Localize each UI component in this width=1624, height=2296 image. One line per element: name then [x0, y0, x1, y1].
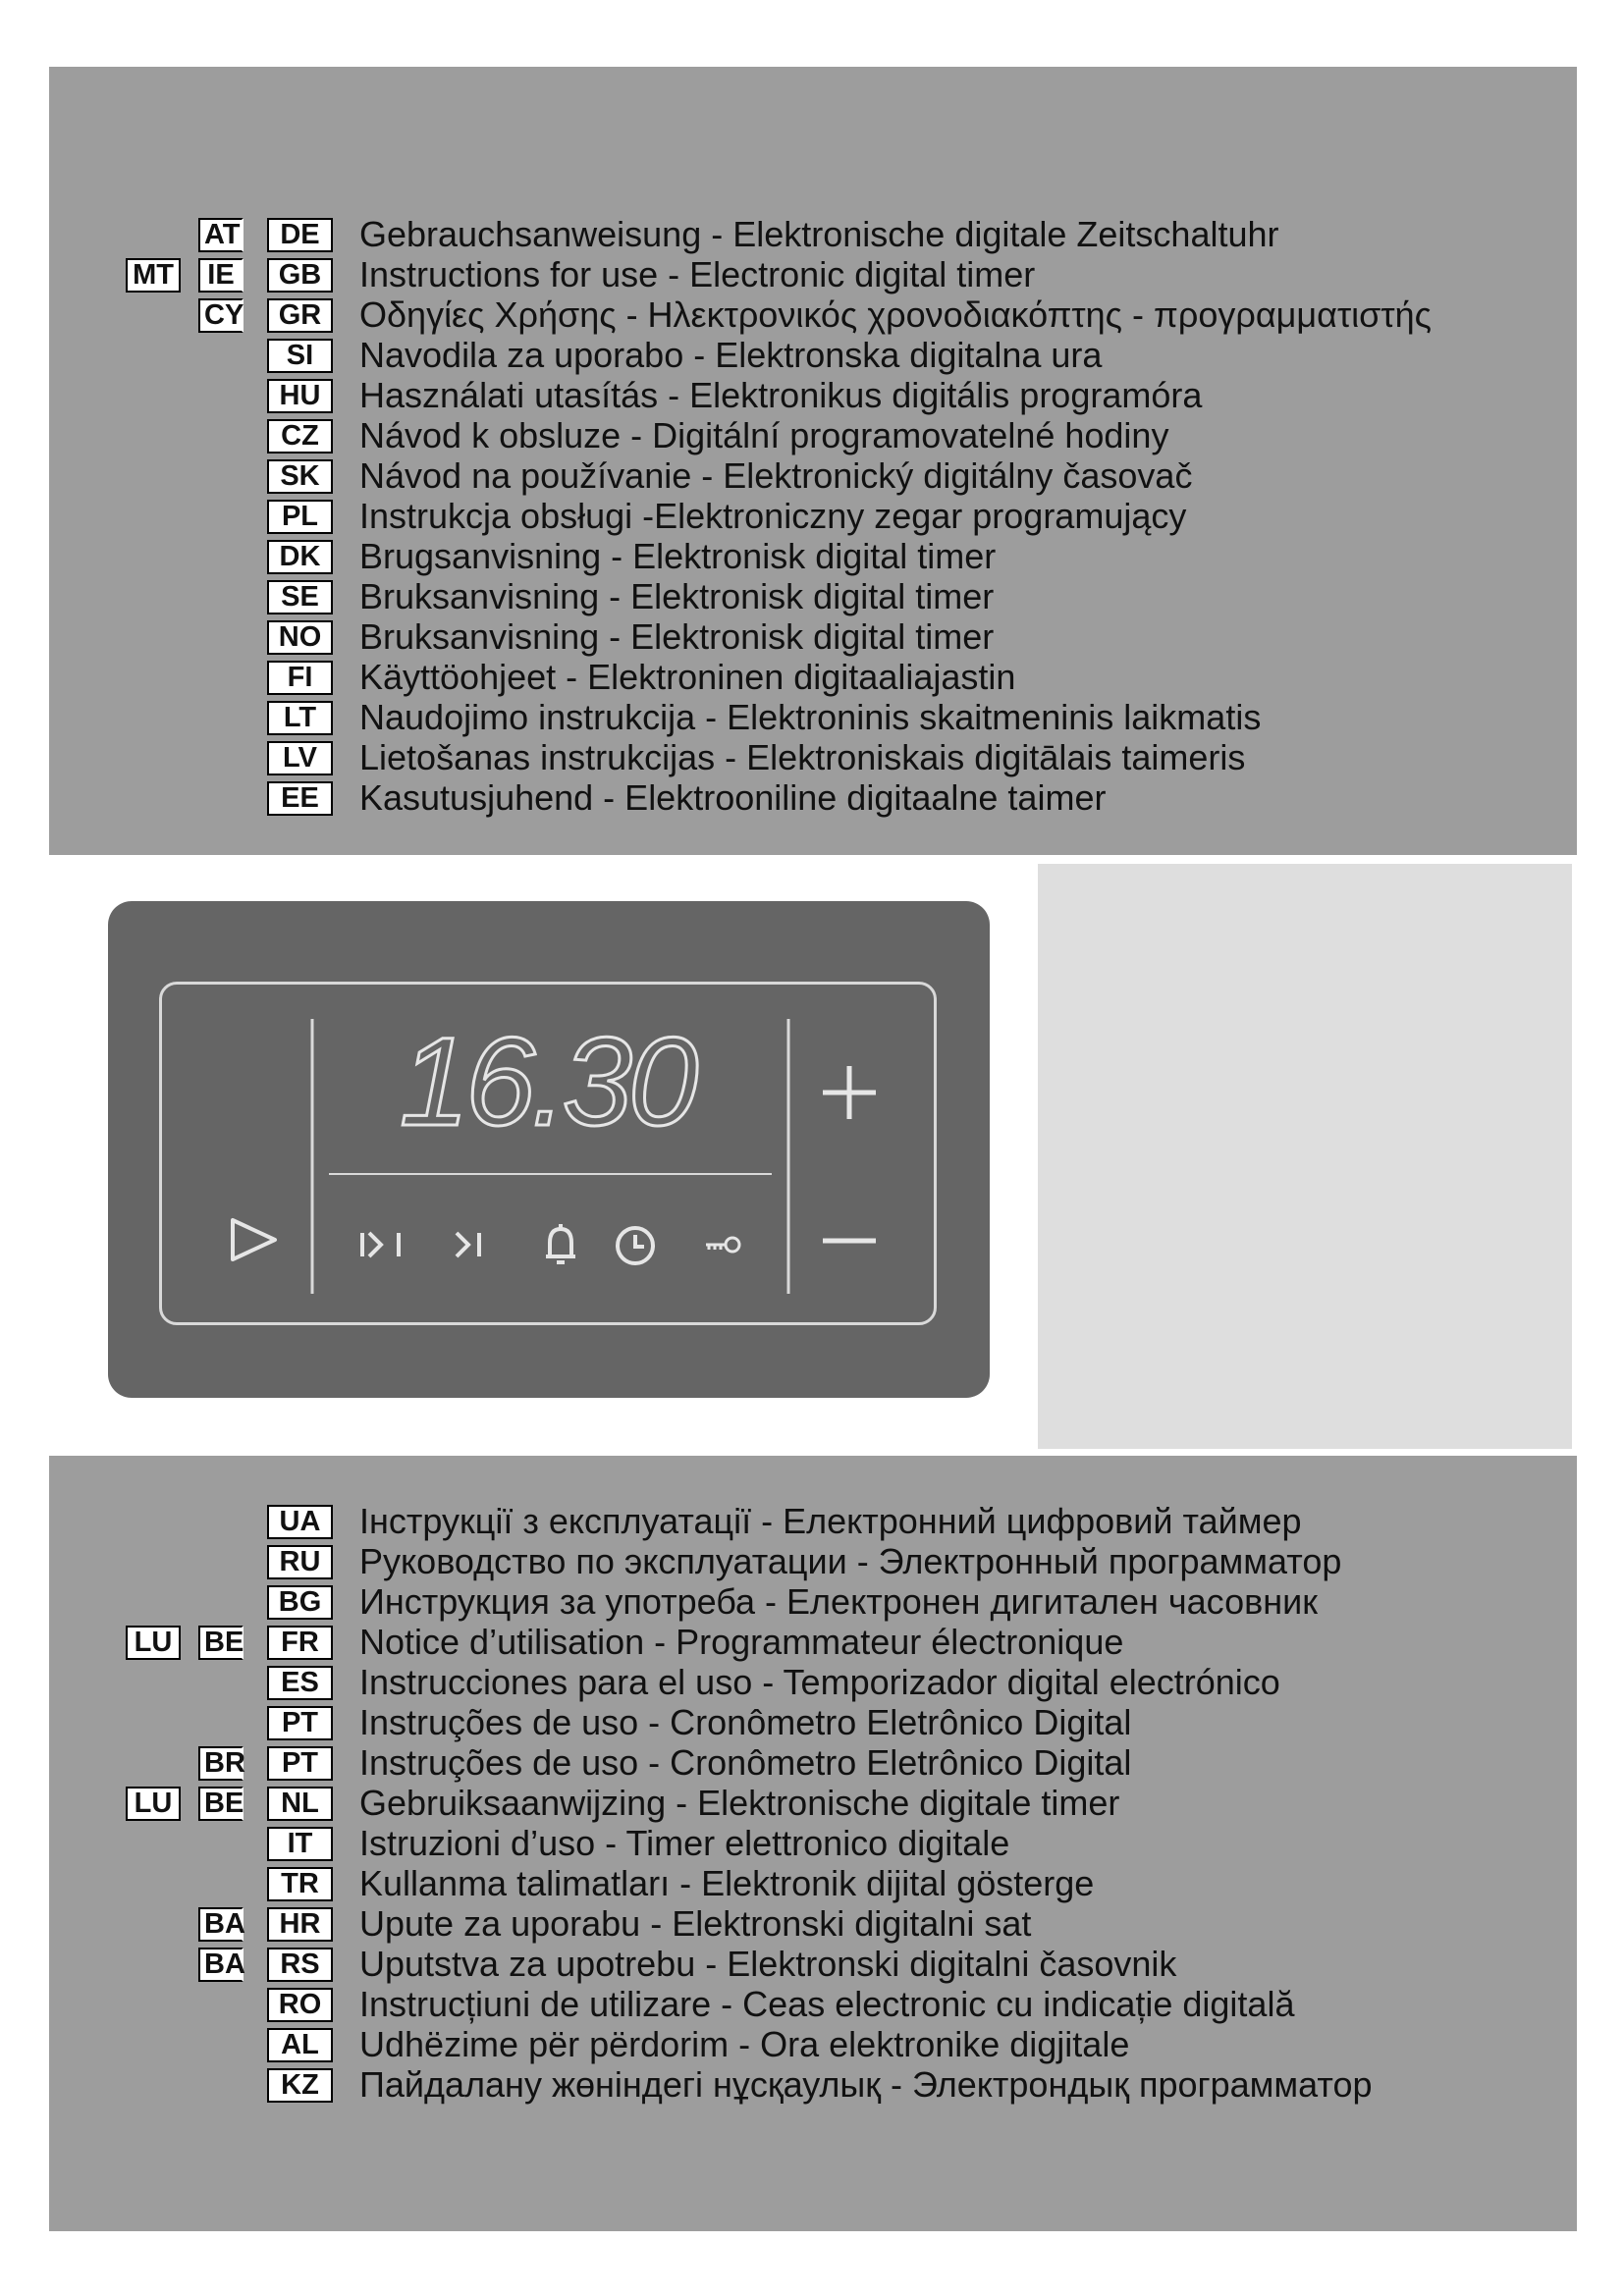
country-code-badge: BE: [198, 1626, 244, 1660]
skip-end-icon[interactable]: [362, 1233, 399, 1256]
language-code-badge: BG: [267, 1585, 333, 1620]
manual-title: Instrucciones para el uso - Temporizador digital electrónico: [359, 1662, 1280, 1702]
manual-title: Gebrauchsanweisung - Elektronische digitale Zeitschaltuhr: [359, 214, 1279, 254]
manual-title: Instruções de uso - Cronômetro Eletrônico Digital: [359, 1702, 1132, 1742]
language-row: [49, 1503, 1577, 1543]
manual-title: Instructions for use - Electronic digital timer: [359, 254, 1036, 294]
language-row: [49, 2066, 1577, 2107]
language-code-badge: RO: [267, 1988, 333, 2022]
language-code-badge: KZ: [267, 2068, 333, 2103]
language-code-badge: NO: [267, 620, 333, 655]
country-code-badge: BE: [198, 1787, 244, 1821]
time-readout: 16.30: [399, 1012, 695, 1152]
language-code-badge: HU: [267, 379, 333, 413]
language-code-badge: SI: [267, 339, 333, 373]
manual-title: Instruções de uso - Cronômetro Eletrônico Digital: [359, 1742, 1132, 1783]
language-code-badge: CZ: [267, 419, 333, 454]
language-row: [49, 498, 1577, 538]
language-row: [49, 538, 1577, 578]
language-row: [49, 618, 1577, 659]
language-code-badge: SE: [267, 580, 333, 614]
bell-icon[interactable]: [546, 1224, 575, 1262]
language-code-badge: ES: [267, 1666, 333, 1700]
language-row: [49, 1865, 1577, 1905]
key-lock-icon[interactable]: [706, 1238, 739, 1252]
language-code-badge: DK: [267, 540, 333, 574]
language-code-badge: PT: [267, 1746, 333, 1781]
language-code-badge: LT: [267, 701, 333, 735]
language-row: [49, 1583, 1577, 1624]
manual-title: Bruksanvisning - Elektronisk digital timer: [359, 576, 995, 616]
language-code-badge: FI: [267, 661, 333, 695]
manual-title: Οδηγίες Χρήσης - Ηλεκτρονικός χρονοδιακόπτης - προγραμματιστής: [359, 294, 1432, 335]
country-code-badge: BA: [198, 1948, 244, 1982]
bottom-language-band: [49, 1456, 1577, 2231]
language-code-badge: RU: [267, 1545, 333, 1579]
manual-title: Instrucțiuni de utilizare - Ceas electronic cu indicație digitală: [359, 1984, 1295, 2024]
manual-title: Bruksanvisning - Elektronisk digital timer: [359, 616, 995, 657]
manual-title: Upute za uporabu - Elektronski digitalni sat: [359, 1903, 1032, 1944]
manual-title: Інструкції з експлуатації - Електронний цифровий таймер: [359, 1501, 1302, 1541]
language-code-badge: GR: [267, 298, 333, 333]
manual-title: Használati utasítás - Elektronikus digitális programóra: [359, 375, 1203, 415]
language-row: [49, 1704, 1577, 1744]
language-row: [49, 457, 1577, 498]
manual-title: Kullanma talimatları - Elektronik dijital gösterge: [359, 1863, 1095, 1903]
top-language-band: [49, 67, 1577, 855]
clock-icon[interactable]: [618, 1228, 653, 1263]
blank-grey-panel: [1038, 864, 1572, 1449]
manual-title: Návod k obsluze - Digitální programovatelné hodiny: [359, 415, 1169, 455]
language-code-badge: UA: [267, 1505, 333, 1539]
manual-title: Brugsanvisning - Elektronisk digital timer: [359, 536, 997, 576]
country-code-badge: IE: [198, 258, 244, 293]
country-code-badge: LU: [126, 1626, 181, 1660]
manual-title: Руководство по эксплуатации - Электронный программатор: [359, 1541, 1342, 1581]
language-row: [49, 659, 1577, 699]
language-code-badge: GB: [267, 258, 333, 293]
end-time-icon[interactable]: [457, 1233, 479, 1256]
language-row: [49, 2026, 1577, 2066]
language-code-badge: NL: [267, 1787, 333, 1821]
manual-title: Udhëzime për përdorim - Ora elektronike digjitale: [359, 2024, 1130, 2064]
manual-title: Gebruiksaanwijzing - Elektronische digitale timer: [359, 1783, 1120, 1823]
play-icon[interactable]: [233, 1220, 275, 1259]
timer-panel-drawing: [108, 901, 990, 1398]
country-code-badge: BR: [198, 1746, 244, 1781]
country-code-badge: BA: [198, 1907, 244, 1942]
plus-icon[interactable]: [823, 1066, 876, 1119]
manual-title: Notice d’utilisation - Programmateur électronique: [359, 1622, 1124, 1662]
country-code-badge: AT: [198, 218, 244, 252]
language-row: [49, 296, 1577, 337]
language-row: [49, 699, 1577, 739]
manual-title: Navodila za uporabo - Elektronska digitalna ura: [359, 335, 1103, 375]
language-code-badge: PL: [267, 500, 333, 534]
language-code-badge: HR: [267, 1907, 333, 1942]
language-code-badge: IT: [267, 1827, 333, 1861]
country-code-badge: MT: [126, 258, 181, 293]
language-code-badge: SK: [267, 459, 333, 494]
language-row: [49, 1624, 1577, 1664]
manual-title: Käyttöohjeet - Elektroninen digitaaliajastin: [359, 657, 1016, 697]
language-code-badge: RS: [267, 1948, 333, 1982]
language-code-badge: LV: [267, 741, 333, 775]
timer-panel-illustration: [108, 901, 990, 1398]
language-row: [49, 1785, 1577, 1825]
language-code-badge: TR: [267, 1867, 333, 1901]
country-code-badge: LU: [126, 1787, 181, 1821]
manual-title: Пайдалану жөніндегі нұсқаулық - Электрондық программатор: [359, 2064, 1373, 2105]
language-row: [49, 256, 1577, 296]
language-row: [49, 1825, 1577, 1865]
language-row: [49, 1946, 1577, 1986]
language-row: [49, 337, 1577, 377]
language-row: [49, 417, 1577, 457]
language-row: [49, 1543, 1577, 1583]
manual-title: Uputstva za upotrebu - Elektronski digitalni časovnik: [359, 1944, 1177, 1984]
language-row: [49, 1744, 1577, 1785]
country-code-badge: CY: [198, 298, 244, 333]
language-code-badge: AL: [267, 2028, 333, 2062]
language-row: [49, 1664, 1577, 1704]
language-code-badge: DE: [267, 218, 333, 252]
manual-title: Istruzioni d’uso - Timer elettronico digitale: [359, 1823, 1010, 1863]
language-row: [49, 377, 1577, 417]
manual-title: Návod na používanie - Elektronický digitálny časovač: [359, 455, 1193, 496]
manual-title: Kasutusjuhend - Elektrooniline digitaalne taimer: [359, 777, 1107, 818]
language-code-badge: PT: [267, 1706, 333, 1740]
language-row: [49, 216, 1577, 256]
language-row: [49, 578, 1577, 618]
manual-title: Naudojimo instrukcija - Elektroninis skaitmeninis laikmatis: [359, 697, 1262, 737]
manual-title: Instrukcja obsługi -Elektroniczny zegar programujący: [359, 496, 1187, 536]
language-code-badge: EE: [267, 781, 333, 816]
language-row: [49, 739, 1577, 779]
manual-title: Инструкция за употреба - Електронен дигитален часовник: [359, 1581, 1318, 1622]
language-code-badge: FR: [267, 1626, 333, 1660]
language-row: [49, 1905, 1577, 1946]
language-row: [49, 779, 1577, 820]
language-row: [49, 1986, 1577, 2026]
manual-title: Lietošanas instrukcijas - Elektroniskais digitālais taimeris: [359, 737, 1246, 777]
